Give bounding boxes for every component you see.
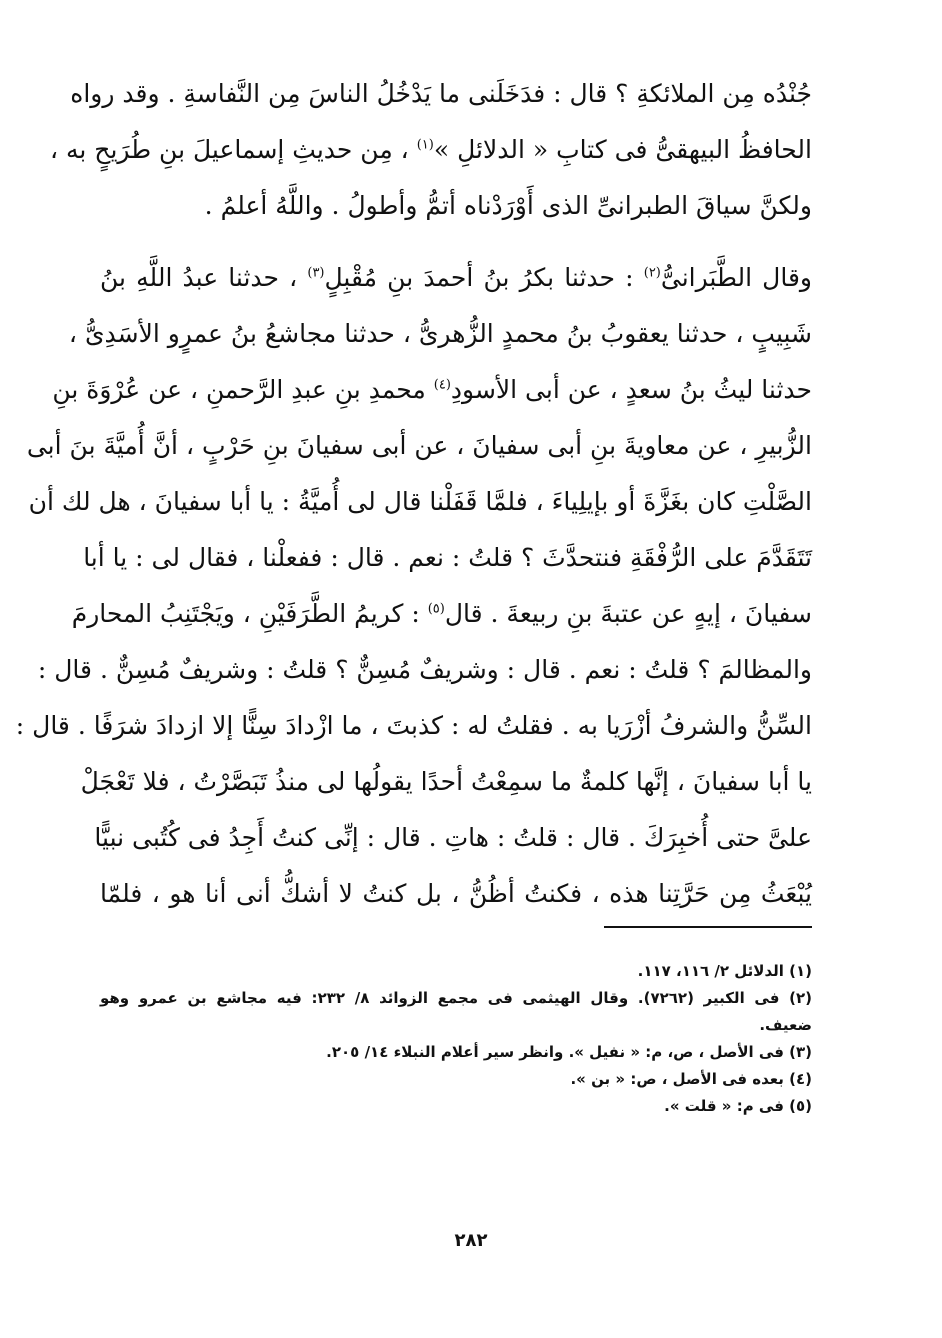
footnote-4: (٤) بعده فى الأصل ، ص: « بن ». [570,1070,812,1088]
text-line: الصَّلْتِ كان بغَزَّةَ أو بإيلِياءَ ، فلمَّا قَفَلْنا قال لى أُميَّةُ : يا أبا سفيانَ ، هل لك أن [28,487,812,516]
text-line: والمظالمَ ؟ قلتُ : نعم . قال : وشريفٌ مُسِنٌّ ؟ قلتُ : وشريفٌ مُسِنٌّ . قال : [37,655,812,684]
footnote-marker: (٢) [643,265,661,281]
text-segment: سفيانَ ، إيهٍ عن عتبةَ بنِ ربيعةَ . قال [444,599,812,628]
text-segment: الحافظُ البيهقىُّ فى كتابِ « الدلائلِ » [433,135,812,164]
text-segment: حدثنا ليثُ بنُ سعدٍ ، عن أبى الأسودِ [450,375,812,404]
page-number: ٢٨٢ [454,1230,488,1251]
text-line [71,586,812,642]
text-line: جُنْدُه مِن الملائكةِ ؟ قال : فدَخَلَنى ما يَدْخُلُ الناسَ مِن النَّفاسةِ . وقد رواه [70,79,812,108]
text-line [100,250,812,306]
text-segment: : حدثنا بكرُ بنُ أحمدَ بنِ مُقْبِلٍ [324,263,644,292]
text-line [49,122,812,178]
footnote-3: (٣) فى الأصل ، ص، م: « نفيل ». وانظر سير أعلام النبلاء ١٤/ ٢٠٥. [326,1043,812,1061]
footnote-marker: (٤) [433,377,451,393]
text-line: يا أبا سفيانَ ، إنَّها كلمةٌ ما سمِعْتُ أحدًا يقولُها لى منذُ تَبَصَّرْتُ ، فلا تَعْجَلْ [80,767,812,796]
text-line: الزُّبيرِ ، عن معاويةَ بنِ أبى سفيانَ ، عن أبى سفيانَ بنِ حَرْبٍ ، أنَّ أُميَّةَ بنَ أبى [26,431,812,460]
text-line: ولكنَّ سياقَ الطبرانىِّ الذى أَوْرَدْناه أتمُّ وأطولُ . واللَّهُ أعلمُ . [204,191,812,220]
text-line: السِّنُّ والشرفُ أزْرَيا به . فقلتُ له : كذبتَ ، ما ازْدادَ سِنًّا إلا ازدادَ شرَفًا . قال : [15,711,812,740]
text-line: علىَّ حتى أُخبِرَكَ . قال : قلتُ : هاتِ . قال : إنِّى كنتُ أَجِدُ فى كُتُبى نبيًّا [94,823,812,852]
text-segment: : كريمُ الطَّرَفَيْنِ ، ويَجْتَنِبُ المحارمَ [71,599,428,628]
text-segment: وقال الطَّبَرانىُّ [660,263,812,292]
text-line: شَبِيبٍ ، حدثنا يعقوبُ بنُ محمدٍ الزُّهرىُّ ، حدثنا مجاشعُ بنُ عمرٍو الأسَدِىُّ ، [68,319,812,348]
footnote-1: (١) الدلائل ٢/ ١١٦، ١١٧. [637,962,812,980]
paragraph-1 [49,66,812,234]
footnotes [100,958,812,1120]
text-segment: ، حدثنا عبدُ اللَّهِ بنُ [100,263,308,292]
text-line: يُبْعَثُ مِن حَرَّتِنا هذه ، فكنتُ أظُنُّ ، بل كنتُ لا أشكُّ أنى أنا هو ، فلمّا [100,879,812,908]
footnote-5: (٥) فى م: « قلت ». [664,1097,812,1115]
text-segment: محمدِ بنِ عبدِ الرَّحمنِ ، عن عُرْوَةَ بنِ [52,375,434,404]
footnote-divider [604,926,812,928]
text-line: تَتَقَدَّمَ على الرُّفْقَةِ فنتحدَّثَ ؟ قلتُ : نعم . قال : ففعلْنا ، فقال لى : يا أبا [83,543,812,572]
paragraph-2 [15,250,812,922]
text-segment: ، مِن حديثِ إسماعيلَ بنِ طُرَيحٍ به ، [49,135,417,164]
footnote-marker: (٣) [307,265,325,281]
footnote-marker: (٥) [427,601,445,617]
footnote-marker: (١) [416,137,434,153]
footnote-2-continued: ضعيف. [759,1016,812,1034]
main-text [15,66,812,922]
text-line [52,362,812,418]
footnote-2: (٢) فى الكبير (٧٢٦٢). وقال الهيثمى فى مجمع الزوائد ٨/ ٢٣٢: فيه مجاشع بن عمرو وهو [100,989,812,1007]
